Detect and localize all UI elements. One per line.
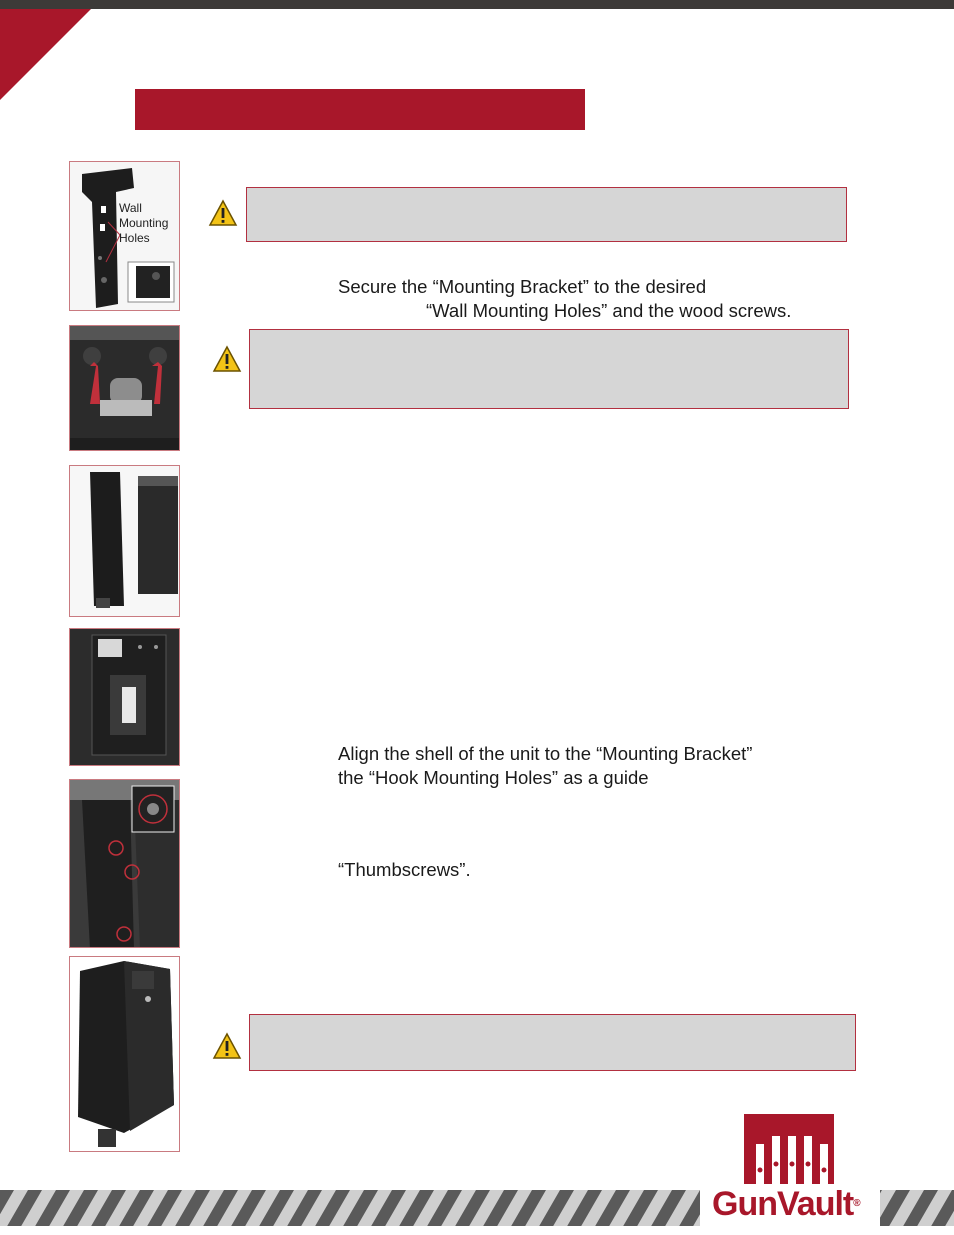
note-box-2 <box>249 329 849 409</box>
instruction-line-1: Secure the “Mounting Bracket” to the desired <box>338 276 707 297</box>
label-line-3: Holes <box>119 231 150 245</box>
gunvault-logo <box>700 1110 880 1230</box>
brand-name-text: GunVault <box>712 1185 854 1223</box>
photo-interior-arrows <box>69 325 180 451</box>
photo-mounting-bracket <box>69 161 180 311</box>
section-header-bar <box>135 89 585 130</box>
warning-triangle-icon <box>212 345 242 373</box>
instruction-line-2: “Wall Mounting Holes” and the wood screws. <box>426 300 792 321</box>
label-line-2: Mounting <box>119 216 169 230</box>
instruction-line-4: the “Hook Mounting Holes” as a guide <box>338 767 649 788</box>
corner-red-triangle <box>0 0 100 100</box>
photo-side-view <box>69 465 180 617</box>
brand-name <box>712 1184 860 1224</box>
warning-triangle-icon <box>212 1032 242 1060</box>
photo-assembled-safe <box>69 956 180 1152</box>
photo-thumbscrews <box>69 779 180 948</box>
note-box-1 <box>246 187 847 242</box>
registered-mark: ® <box>853 1198 860 1209</box>
wall-mounting-holes-label <box>119 201 168 246</box>
note-box-3 <box>249 1014 856 1071</box>
instruction-line-5: “Thumbscrews”. <box>338 859 471 880</box>
instruction-line-3: Align the shell of the unit to the “Mounting Bracket” <box>338 743 753 764</box>
gunvault-logo-icon <box>744 1114 834 1184</box>
warning-triangle-icon <box>208 199 238 227</box>
photo-back-panel <box>69 628 180 766</box>
label-line-1: Wall <box>119 201 142 215</box>
top-dark-bar <box>0 0 954 9</box>
